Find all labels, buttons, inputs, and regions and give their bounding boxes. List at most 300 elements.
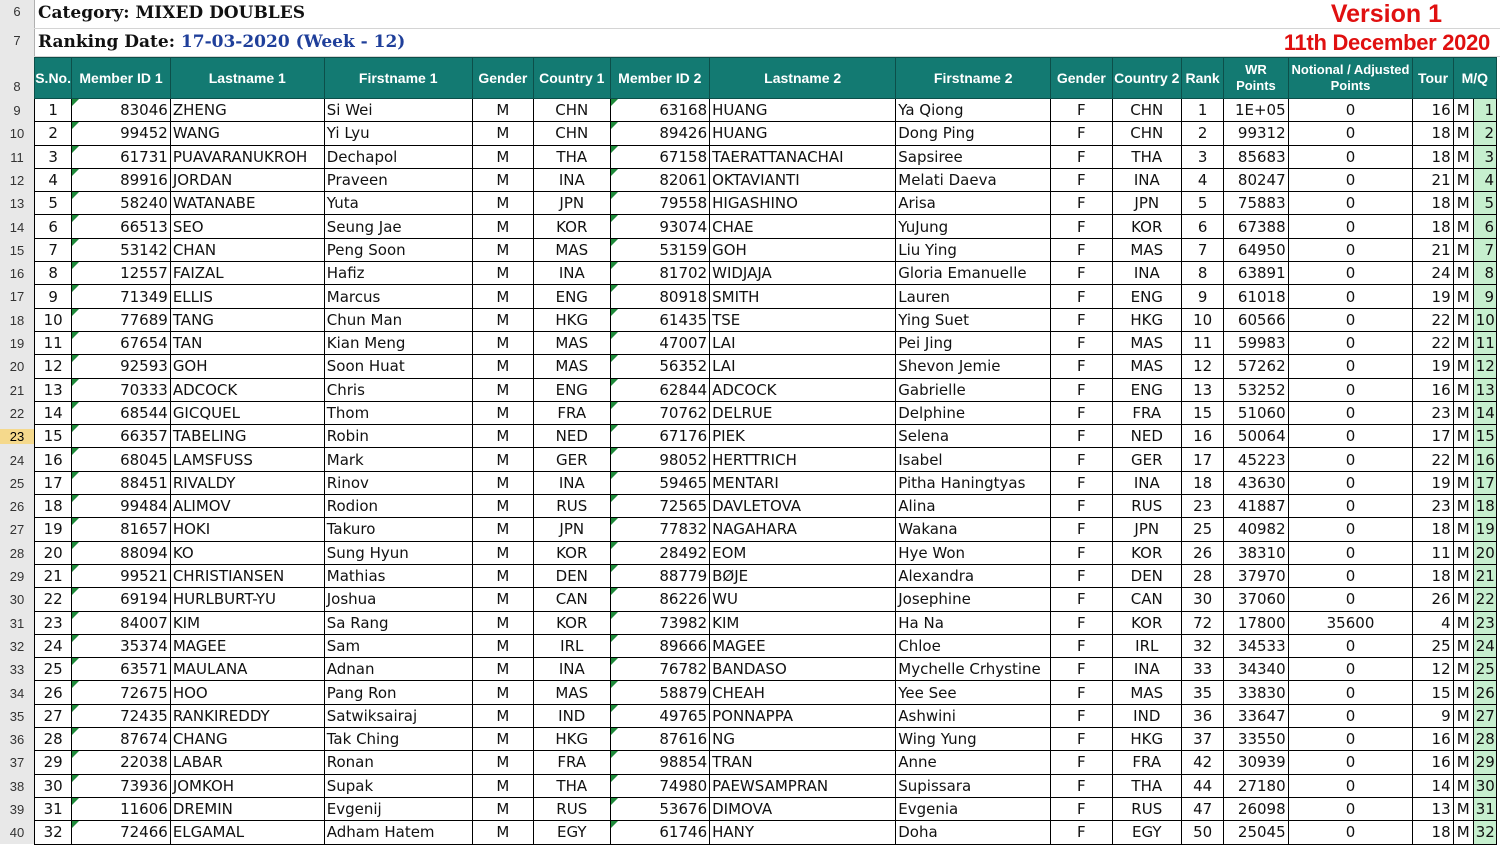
table-cell[interactable]: 12 — [1413, 658, 1453, 681]
table-cell[interactable]: M — [472, 355, 533, 378]
table-cell[interactable]: 11 — [1473, 331, 1496, 354]
table-cell[interactable]: PONNAPPA — [710, 704, 896, 727]
row-number[interactable]: 31 — [9, 615, 25, 631]
table-cell[interactable]: 11606 — [72, 797, 171, 820]
table-cell[interactable]: 4 — [35, 168, 72, 191]
table-cell[interactable]: 23 — [1473, 611, 1496, 634]
table-cell[interactable]: F — [1051, 122, 1112, 145]
table-cell[interactable]: FRA — [534, 401, 610, 424]
table-cell[interactable]: 92593 — [72, 355, 171, 378]
table-cell[interactable]: M — [472, 611, 533, 634]
table-cell[interactable]: M — [472, 99, 533, 122]
row-number[interactable]: 19 — [9, 336, 25, 351]
table-cell[interactable]: 16 — [1473, 448, 1496, 471]
table-cell[interactable]: WU — [710, 588, 896, 611]
table-cell[interactable]: M — [1453, 611, 1473, 634]
table-cell[interactable]: Gabrielle — [896, 378, 1051, 401]
table-cell[interactable]: 86226 — [610, 588, 710, 611]
table-cell[interactable]: RUS — [1112, 495, 1181, 518]
table-cell[interactable]: 0 — [1288, 518, 1413, 541]
row-number[interactable]: 10 — [9, 126, 25, 142]
table-cell[interactable]: 89426 — [610, 122, 710, 145]
table-cell[interactable]: 0 — [1288, 471, 1413, 494]
table-cell[interactable]: CHAN — [170, 238, 324, 261]
table-cell[interactable]: 8 — [35, 262, 72, 285]
table-cell[interactable]: Mark — [324, 448, 472, 471]
table-cell[interactable]: DIMOVA — [710, 797, 896, 820]
column-header[interactable]: Member ID 1 — [72, 58, 171, 99]
table-cell[interactable]: M — [1453, 634, 1473, 657]
table-cell[interactable]: INA — [534, 262, 610, 285]
table-cell[interactable]: M — [472, 634, 533, 657]
table-cell[interactable]: 19 — [35, 518, 72, 541]
table-cell[interactable]: M — [1453, 355, 1473, 378]
row-number[interactable]: 35 — [9, 708, 25, 724]
table-cell[interactable]: 0 — [1288, 401, 1413, 424]
table-cell[interactable]: 18 — [35, 495, 72, 518]
table-cell[interactable]: 22 — [1413, 448, 1453, 471]
table-cell[interactable]: ELLIS — [170, 285, 324, 308]
table-cell[interactable]: Rinov — [324, 471, 472, 494]
row-number[interactable]: 12 — [9, 172, 25, 188]
table-cell[interactable]: Praveen — [324, 168, 472, 191]
table-cell[interactable]: F — [1051, 797, 1112, 820]
table-cell[interactable]: IND — [534, 704, 610, 727]
table-cell[interactable]: 20 — [1473, 541, 1496, 564]
row-number[interactable]: 6 — [13, 4, 21, 19]
ranking-date-cell[interactable] — [38, 32, 405, 52]
table-cell[interactable]: M — [472, 564, 533, 587]
table-cell[interactable]: 72675 — [72, 681, 171, 704]
table-cell[interactable]: LABAR — [170, 751, 324, 774]
table-cell[interactable]: 11 — [1181, 331, 1223, 354]
table-cell[interactable]: 16 — [1413, 378, 1453, 401]
table-cell[interactable]: 27 — [1473, 704, 1496, 727]
table-cell[interactable]: 0 — [1288, 355, 1413, 378]
table-cell[interactable]: 18 — [1413, 821, 1453, 844]
table-cell[interactable]: M — [1453, 168, 1473, 191]
table-cell[interactable]: INA — [1112, 168, 1181, 191]
table-cell[interactable]: 21 — [1473, 564, 1496, 587]
table-cell[interactable]: M — [1453, 658, 1473, 681]
table-cell[interactable]: 89916 — [72, 168, 171, 191]
table-cell[interactable]: 63891 — [1224, 262, 1288, 285]
table-cell[interactable]: 50 — [1181, 821, 1223, 844]
table-cell[interactable]: 66513 — [72, 215, 171, 238]
table-cell[interactable]: FRA — [534, 751, 610, 774]
table-cell[interactable]: 98052 — [610, 448, 710, 471]
table-cell[interactable]: 67388 — [1224, 215, 1288, 238]
table-cell[interactable]: 4 — [1473, 168, 1496, 191]
table-cell[interactable]: 81702 — [610, 262, 710, 285]
table-cell[interactable]: MAS — [534, 238, 610, 261]
table-cell[interactable]: 1E+05 — [1224, 99, 1288, 122]
table-cell[interactable]: Thom — [324, 401, 472, 424]
table-cell[interactable]: JPN — [534, 518, 610, 541]
table-cell[interactable]: OKTAVIANTI — [710, 168, 896, 191]
table-cell[interactable]: 12557 — [72, 262, 171, 285]
table-cell[interactable]: Hafiz — [324, 262, 472, 285]
table-cell[interactable]: Tak Ching — [324, 728, 472, 751]
table-cell[interactable]: Sam — [324, 634, 472, 657]
row-number[interactable]: 33 — [9, 662, 25, 678]
table-cell[interactable]: 18 — [1413, 564, 1453, 587]
table-cell[interactable]: INA — [1112, 471, 1181, 494]
table-cell[interactable]: 0 — [1288, 122, 1413, 145]
row-number[interactable]: 39 — [9, 802, 25, 817]
table-cell[interactable]: ADCOCK — [710, 378, 896, 401]
table-cell[interactable]: 0 — [1288, 331, 1413, 354]
table-cell[interactable]: MAS — [1112, 238, 1181, 261]
table-cell[interactable]: 18 — [1413, 122, 1453, 145]
table-cell[interactable]: F — [1051, 564, 1112, 587]
table-cell[interactable]: F — [1051, 285, 1112, 308]
table-cell[interactable]: KOR — [1112, 541, 1181, 564]
table-cell[interactable]: 51060 — [1224, 401, 1288, 424]
table-cell[interactable]: M — [1453, 751, 1473, 774]
row-number[interactable]: 8 — [13, 79, 21, 94]
table-cell[interactable]: 22 — [1473, 588, 1496, 611]
table-cell[interactable]: CHANG — [170, 728, 324, 751]
table-cell[interactable]: LAI — [710, 331, 896, 354]
table-cell[interactable]: 30 — [35, 774, 72, 797]
row-number[interactable]: 37 — [9, 755, 25, 771]
table-cell[interactable]: WIDJAJA — [710, 262, 896, 285]
table-cell[interactable]: 31 — [1473, 797, 1496, 820]
table-cell[interactable]: GOH — [170, 355, 324, 378]
table-cell[interactable]: 9 — [1181, 285, 1223, 308]
table-cell[interactable]: M — [472, 122, 533, 145]
table-cell[interactable]: 0 — [1288, 99, 1413, 122]
table-cell[interactable]: 3 — [35, 145, 72, 168]
table-cell[interactable]: 2 — [1473, 122, 1496, 145]
table-cell[interactable]: MAS — [534, 681, 610, 704]
table-cell[interactable]: TSE — [710, 308, 896, 331]
table-cell[interactable]: 67654 — [72, 331, 171, 354]
table-cell[interactable]: MAS — [1112, 331, 1181, 354]
table-cell[interactable]: 53676 — [610, 797, 710, 820]
table-cell[interactable]: CHN — [1112, 122, 1181, 145]
column-header[interactable]: Notional / Adjusted Points — [1288, 58, 1413, 99]
table-cell[interactable]: 17 — [1413, 425, 1453, 448]
table-cell[interactable]: 18 — [1413, 145, 1453, 168]
table-cell[interactable]: HUANG — [710, 99, 896, 122]
table-cell[interactable]: F — [1051, 401, 1112, 424]
table-cell[interactable]: 38310 — [1224, 541, 1288, 564]
table-cell[interactable]: 27 — [35, 704, 72, 727]
table-cell[interactable]: DEN — [1112, 564, 1181, 587]
table-cell[interactable]: M — [1453, 564, 1473, 587]
table-cell[interactable]: ENG — [534, 378, 610, 401]
table-cell[interactable]: CHN — [534, 99, 610, 122]
table-cell[interactable]: 0 — [1288, 168, 1413, 191]
table-cell[interactable]: 30 — [1473, 774, 1496, 797]
table-cell[interactable]: 0 — [1288, 262, 1413, 285]
table-cell[interactable]: WATANABE — [170, 192, 324, 215]
table-cell[interactable]: ADCOCK — [170, 378, 324, 401]
table-cell[interactable]: 16 — [1181, 425, 1223, 448]
table-cell[interactable]: 70762 — [610, 401, 710, 424]
table-cell[interactable]: Chun Man — [324, 308, 472, 331]
table-cell[interactable]: Sapsiree — [896, 145, 1051, 168]
table-cell[interactable]: INA — [534, 168, 610, 191]
table-cell[interactable]: Joshua — [324, 588, 472, 611]
table-cell[interactable]: 0 — [1288, 821, 1413, 844]
table-cell[interactable]: M — [1453, 541, 1473, 564]
table-cell[interactable]: ENG — [534, 285, 610, 308]
table-cell[interactable]: 12 — [35, 355, 72, 378]
table-cell[interactable]: KOR — [1112, 215, 1181, 238]
table-cell[interactable]: 35374 — [72, 634, 171, 657]
table-cell[interactable]: 80918 — [610, 285, 710, 308]
table-cell[interactable]: Robin — [324, 425, 472, 448]
table-cell[interactable]: 22 — [1413, 331, 1453, 354]
table-cell[interactable]: 11 — [35, 331, 72, 354]
table-cell[interactable]: 68045 — [72, 448, 171, 471]
table-cell[interactable]: JPN — [1112, 518, 1181, 541]
table-cell[interactable]: Liu Ying — [896, 238, 1051, 261]
table-cell[interactable]: F — [1051, 145, 1112, 168]
table-cell[interactable]: Soon Huat — [324, 355, 472, 378]
table-cell[interactable]: 18 — [1413, 518, 1453, 541]
table-cell[interactable]: 64950 — [1224, 238, 1288, 261]
table-cell[interactable]: F — [1051, 634, 1112, 657]
table-cell[interactable]: Gloria Emanuelle — [896, 262, 1051, 285]
table-cell[interactable]: Arisa — [896, 192, 1051, 215]
table-cell[interactable]: M — [1453, 192, 1473, 215]
table-cell[interactable]: F — [1051, 378, 1112, 401]
table-cell[interactable]: F — [1051, 262, 1112, 285]
table-cell[interactable]: 32 — [35, 821, 72, 844]
table-cell[interactable]: 7 — [35, 238, 72, 261]
table-cell[interactable]: CHAE — [710, 215, 896, 238]
table-cell[interactable]: EGY — [534, 821, 610, 844]
column-header[interactable]: Country 2 — [1112, 58, 1181, 99]
row-number[interactable]: 17 — [9, 289, 25, 305]
table-cell[interactable]: RUS — [534, 495, 610, 518]
table-cell[interactable]: 72435 — [72, 704, 171, 727]
table-cell[interactable]: F — [1051, 192, 1112, 215]
table-cell[interactable]: Wakana — [896, 518, 1051, 541]
table-cell[interactable]: 29 — [1473, 751, 1496, 774]
column-header[interactable]: M/Q — [1453, 58, 1496, 99]
table-cell[interactable]: 81657 — [72, 518, 171, 541]
table-cell[interactable]: 15 — [35, 425, 72, 448]
table-cell[interactable]: 14 — [35, 401, 72, 424]
table-cell[interactable]: 0 — [1288, 681, 1413, 704]
table-cell[interactable]: M — [472, 145, 533, 168]
table-cell[interactable]: 69194 — [72, 588, 171, 611]
table-cell[interactable]: KOR — [534, 215, 610, 238]
table-cell[interactable]: 28492 — [610, 541, 710, 564]
table-cell[interactable]: 63168 — [610, 99, 710, 122]
table-cell[interactable]: 40982 — [1224, 518, 1288, 541]
table-cell[interactable]: 18 — [1413, 215, 1453, 238]
table-cell[interactable]: 23 — [1413, 495, 1453, 518]
table-cell[interactable]: 31 — [35, 797, 72, 820]
table-cell[interactable]: Peng Soon — [324, 238, 472, 261]
table-cell[interactable]: 34340 — [1224, 658, 1288, 681]
table-cell[interactable]: PIEK — [710, 425, 896, 448]
row-number[interactable]: 15 — [9, 242, 25, 258]
table-cell[interactable]: 35600 — [1288, 611, 1413, 634]
table-cell[interactable]: F — [1051, 331, 1112, 354]
row-number[interactable]: 13 — [9, 196, 25, 212]
table-cell[interactable]: Adham Hatem — [324, 821, 472, 844]
table-cell[interactable]: Si Wei — [324, 99, 472, 122]
table-cell[interactable]: 73982 — [610, 611, 710, 634]
table-cell[interactable]: 88779 — [610, 564, 710, 587]
table-cell[interactable]: M — [472, 797, 533, 820]
table-cell[interactable]: 71349 — [72, 285, 171, 308]
table-cell[interactable]: 67176 — [610, 425, 710, 448]
table-cell[interactable]: 6 — [1181, 215, 1223, 238]
table-cell[interactable]: M — [472, 541, 533, 564]
table-cell[interactable]: 37060 — [1224, 588, 1288, 611]
table-cell[interactable]: 0 — [1288, 285, 1413, 308]
table-cell[interactable]: 30939 — [1224, 751, 1288, 774]
table-cell[interactable]: 59465 — [610, 471, 710, 494]
table-cell[interactable]: NED — [534, 425, 610, 448]
table-cell[interactable]: 12 — [1473, 355, 1496, 378]
table-cell[interactable]: MAGEE — [710, 634, 896, 657]
table-cell[interactable]: TABELING — [170, 425, 324, 448]
table-cell[interactable]: DEN — [534, 564, 610, 587]
table-cell[interactable]: THA — [1112, 145, 1181, 168]
table-cell[interactable]: ALIMOV — [170, 495, 324, 518]
table-cell[interactable]: F — [1051, 728, 1112, 751]
table-cell[interactable]: Wing Yung — [896, 728, 1051, 751]
table-cell[interactable]: HOKI — [170, 518, 324, 541]
table-cell[interactable]: HUANG — [710, 122, 896, 145]
table-cell[interactable]: Rodion — [324, 495, 472, 518]
table-cell[interactable]: KIM — [710, 611, 896, 634]
table-cell[interactable]: M — [472, 518, 533, 541]
table-cell[interactable]: DREMIN — [170, 797, 324, 820]
column-header[interactable]: Firstname 2 — [896, 58, 1051, 99]
table-cell[interactable]: 0 — [1288, 448, 1413, 471]
table-cell[interactable]: 11 — [1413, 541, 1453, 564]
table-cell[interactable]: 18 — [1473, 495, 1496, 518]
table-cell[interactable]: F — [1051, 448, 1112, 471]
table-cell[interactable]: 35 — [1181, 681, 1223, 704]
table-cell[interactable]: 7 — [1473, 238, 1496, 261]
table-cell[interactable]: ELGAMAL — [170, 821, 324, 844]
table-cell[interactable]: 26098 — [1224, 797, 1288, 820]
table-cell[interactable]: F — [1051, 215, 1112, 238]
table-cell[interactable]: 0 — [1288, 145, 1413, 168]
table-cell[interactable]: 98854 — [610, 751, 710, 774]
table-cell[interactable]: 25 — [1413, 634, 1453, 657]
row-number[interactable]: 25 — [9, 475, 25, 491]
table-cell[interactable]: 28 — [35, 728, 72, 751]
table-cell[interactable]: 66357 — [72, 425, 171, 448]
column-header[interactable]: Lastname 1 — [170, 58, 324, 99]
table-cell[interactable]: GICQUEL — [170, 401, 324, 424]
table-cell[interactable]: 76782 — [610, 658, 710, 681]
table-cell[interactable]: 15 — [1181, 401, 1223, 424]
table-cell[interactable]: 24 — [1473, 634, 1496, 657]
version-date[interactable]: 11th December 2020 — [1283, 30, 1490, 55]
table-cell[interactable]: CHEAH — [710, 681, 896, 704]
table-cell[interactable]: 16 — [1413, 99, 1453, 122]
table-cell[interactable]: M — [472, 728, 533, 751]
table-cell[interactable]: 37 — [1181, 728, 1223, 751]
table-cell[interactable]: F — [1051, 238, 1112, 261]
table-cell[interactable]: 19 — [1413, 355, 1453, 378]
table-cell[interactable]: Marcus — [324, 285, 472, 308]
table-cell[interactable]: M — [472, 262, 533, 285]
table-cell[interactable]: M — [1453, 681, 1473, 704]
table-cell[interactable]: 14 — [1473, 401, 1496, 424]
table-cell[interactable]: 2 — [1181, 122, 1223, 145]
table-cell[interactable]: 0 — [1288, 564, 1413, 587]
table-cell[interactable]: 23 — [35, 611, 72, 634]
table-cell[interactable]: M — [472, 774, 533, 797]
table-cell[interactable]: 0 — [1288, 378, 1413, 401]
table-cell[interactable]: Melati Daeva — [896, 168, 1051, 191]
table-cell[interactable]: 0 — [1288, 588, 1413, 611]
table-cell[interactable]: Ha Na — [896, 611, 1051, 634]
table-cell[interactable]: M — [1453, 774, 1473, 797]
table-cell[interactable]: F — [1051, 99, 1112, 122]
table-cell[interactable]: Pang Ron — [324, 681, 472, 704]
table-cell[interactable]: INA — [1112, 262, 1181, 285]
table-cell[interactable]: MAS — [534, 355, 610, 378]
table-cell[interactable]: 22038 — [72, 751, 171, 774]
table-cell[interactable]: Hye Won — [896, 541, 1051, 564]
table-cell[interactable]: Ya Qiong — [896, 99, 1051, 122]
table-cell[interactable]: 19 — [1473, 518, 1496, 541]
row-number[interactable]: 30 — [9, 592, 25, 608]
table-cell[interactable]: KOR — [1112, 611, 1181, 634]
table-cell[interactable]: 0 — [1288, 797, 1413, 820]
table-cell[interactable]: F — [1051, 355, 1112, 378]
table-cell[interactable]: 1 — [1181, 99, 1223, 122]
table-cell[interactable]: 5 — [1181, 192, 1223, 215]
table-cell[interactable]: Adnan — [324, 658, 472, 681]
row-number[interactable]: 36 — [9, 732, 25, 748]
table-cell[interactable]: 9 — [35, 285, 72, 308]
table-cell[interactable]: 6 — [1473, 215, 1496, 238]
table-cell[interactable]: M — [1453, 122, 1473, 145]
row-number[interactable]: 28 — [9, 545, 25, 561]
table-cell[interactable]: M — [472, 658, 533, 681]
table-cell[interactable]: KO — [170, 541, 324, 564]
table-cell[interactable]: 80247 — [1224, 168, 1288, 191]
table-cell[interactable]: TAERATTANACHAI — [710, 145, 896, 168]
table-cell[interactable]: F — [1051, 704, 1112, 727]
table-cell[interactable]: 0 — [1288, 751, 1413, 774]
table-cell[interactable]: 58879 — [610, 681, 710, 704]
table-cell[interactable]: Chris — [324, 378, 472, 401]
column-header[interactable]: Gender — [472, 58, 533, 99]
table-cell[interactable]: M — [472, 495, 533, 518]
table-cell[interactable]: 15 — [1413, 681, 1453, 704]
table-cell[interactable]: INA — [534, 471, 610, 494]
row-number[interactable]: 23 — [0, 429, 34, 444]
table-cell[interactable]: 61731 — [72, 145, 171, 168]
table-cell[interactable]: 26 — [1473, 681, 1496, 704]
table-cell[interactable]: 10 — [35, 308, 72, 331]
table-cell[interactable]: M — [472, 168, 533, 191]
table-cell[interactable]: 18 — [1413, 192, 1453, 215]
table-cell[interactable]: 61435 — [610, 308, 710, 331]
row-number[interactable]: 7 — [13, 33, 21, 48]
table-cell[interactable]: 29 — [35, 751, 72, 774]
table-cell[interactable]: PAEWSAMPRAN — [710, 774, 896, 797]
table-cell[interactable]: F — [1051, 541, 1112, 564]
